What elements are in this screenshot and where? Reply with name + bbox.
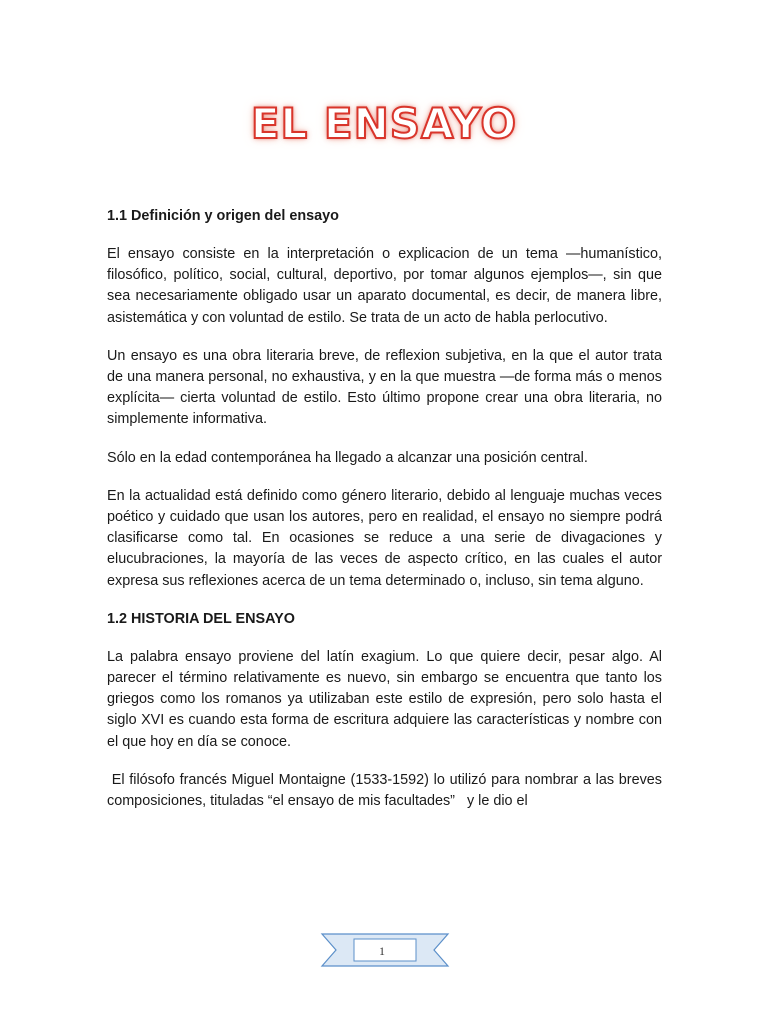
section-heading-definicion: 1.1 Definición y origen del ensayo (107, 208, 339, 224)
paragraph: En la actualidad está definido como género literario, debido al lenguaje muchas veces poético y cuidado que usan los autores, pero en realidad, el ensayo no siempre podrá clasificarse como tal. En ocasiones se reduce a una serie de divagaciones y elucubraciones, la mayoría de las veces de aspecto crítico, en las cuales el autor expresa sus reflexiones acerca de un tema determinado o, incluso, sin tema alguno. (107, 487, 662, 589)
paragraph: Un ensayo es una obra literaria breve, de reflexion subjetiva, en la que el autor trata de una manera personal, no exhaustiva, y en la que muestra —de forma más o menos explícita— cierta voluntad de estilo. Esto último propone crear una obra literaria, no simplemente informativa. (107, 347, 662, 428)
paragraph: El ensayo consiste en la interpretación o explicacion de un tema —humanístico, filosófico, político, social, cultural, deportivo, por tomar algunos ejemplos—, sin que sea necesariamente obligado usar un aparato documental, es decir, de manera libre, asistemática y con voluntad de estilo. Se trata de un acto de habla perlocutivo. (107, 246, 662, 326)
page-number: 1 (379, 944, 385, 958)
document-body (107, 206, 666, 829)
paragraph: El filósofo francés Miguel Montaigne (1533-1592) lo utilizó para nombrar a las breves composiciones, tituladas “el ensayo de mis facultades” y le dio el (107, 771, 666, 810)
section-heading-historia: 1.2 HISTORIA DEL ENSAYO (107, 610, 295, 627)
paragraph: Sólo en la edad contemporánea ha llegado a alcanzar una posición central. (107, 449, 588, 466)
paragraph: La palabra ensayo proviene del latín exagium. Lo que quiere decir, pesar algo. Al parecer el término relativamente es nuevo, sin embargo se encuentra que tanto los griegos como los romanos ya utilizaban este estilo de expresión, pero solo hasta el siglo XVI es cuando esta forma de escritura adquiere las características y nombre con el que hoy en día se conoce. (107, 648, 662, 750)
document-title: EL ENSAYO (250, 99, 518, 148)
